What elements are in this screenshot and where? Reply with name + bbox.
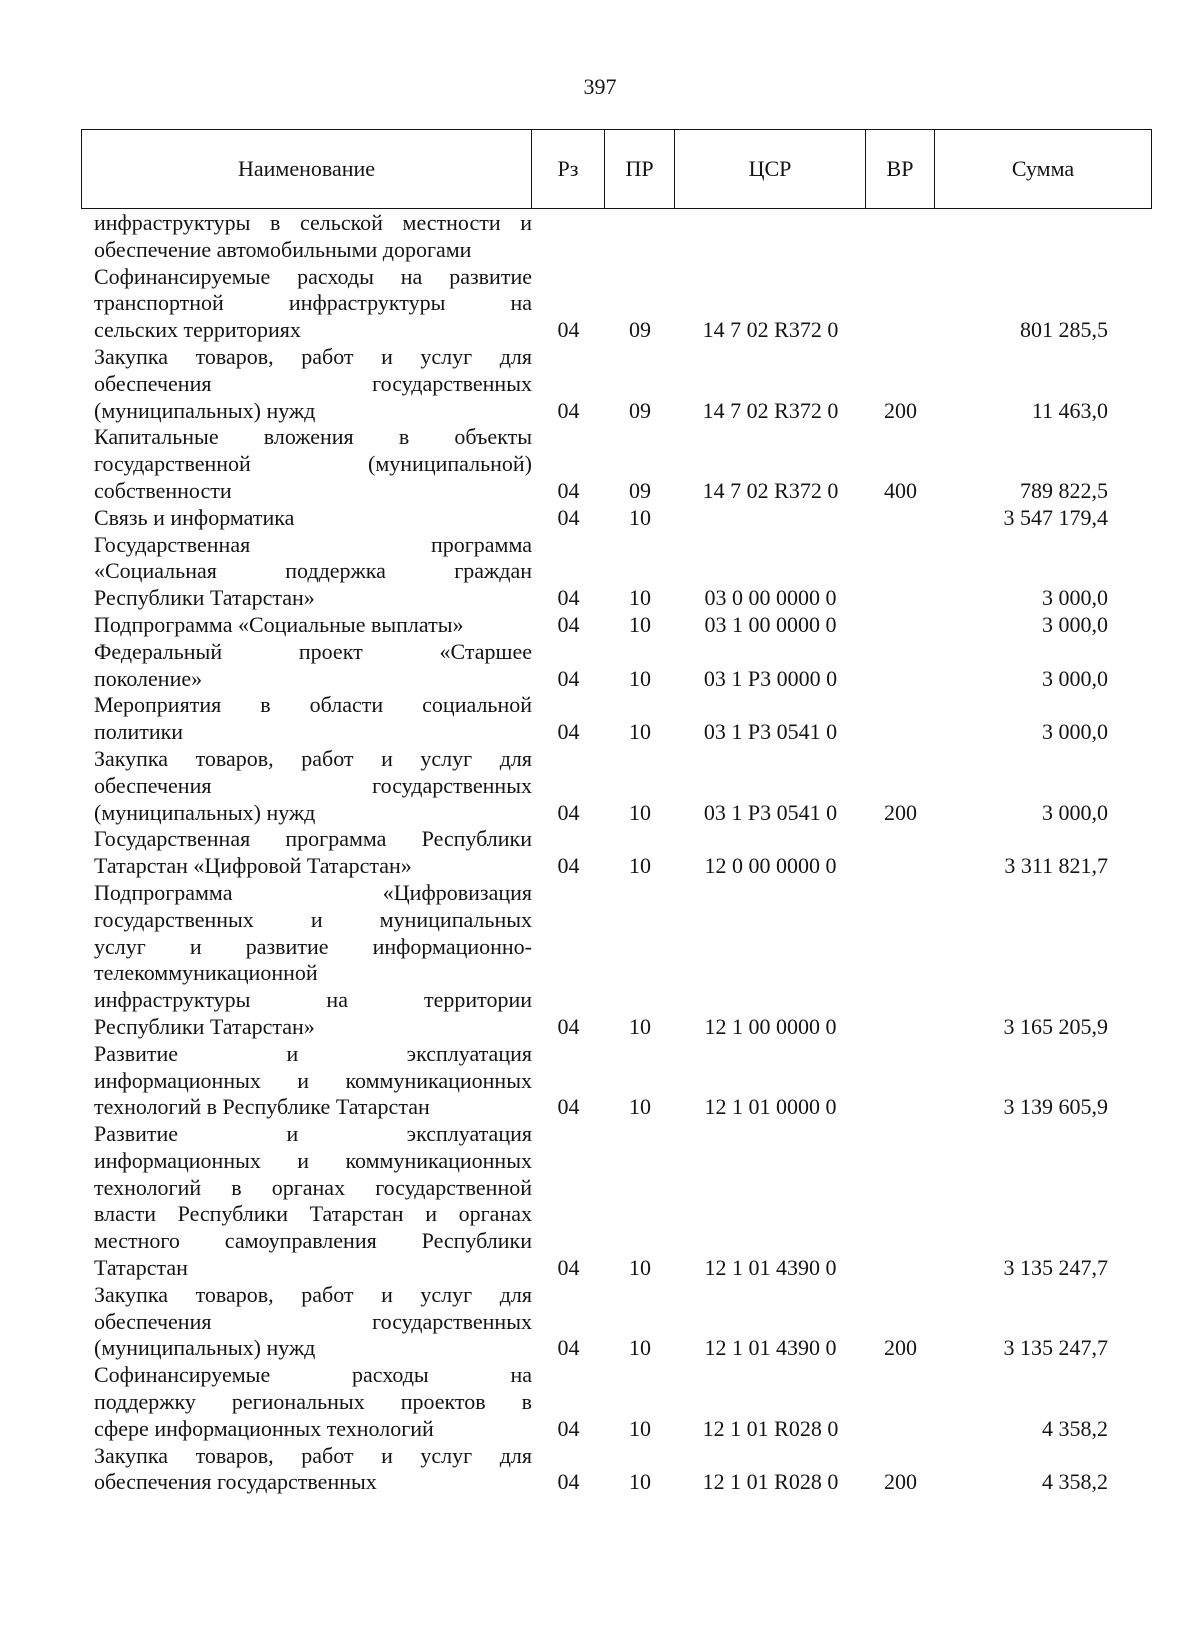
table-row xyxy=(81,1041,1152,1121)
row-rz: 04 xyxy=(557,1094,580,1120)
row-sum: 3 311 821,7 xyxy=(1004,853,1108,879)
row-sum: 3 547 179,4 xyxy=(1003,504,1108,530)
row-sum: 3 000,0 xyxy=(1042,585,1108,611)
row-name-line: Федеральный проект «Старшее xyxy=(94,638,532,664)
row-pr: 09 xyxy=(629,397,651,423)
row-name xyxy=(81,532,532,612)
row-name-line: обеспечения государственных xyxy=(94,1469,377,1495)
row-name xyxy=(81,505,532,532)
header-rz: Рз xyxy=(532,130,605,208)
table-header xyxy=(81,129,1152,209)
row-name-line: Закупка товаров, работ и услуг для xyxy=(94,343,532,369)
row-name-line: телекоммуникационной xyxy=(94,960,318,986)
row-pr: 10 xyxy=(629,1094,651,1120)
row-rz: 04 xyxy=(557,1415,580,1441)
row-sum: 3 000,0 xyxy=(1042,665,1108,691)
row-name xyxy=(81,210,532,264)
row-sum: 3 135 247,7 xyxy=(1003,1335,1108,1361)
table-row xyxy=(81,532,1152,612)
header-name: Наименование xyxy=(82,130,532,208)
row-pr: 10 xyxy=(629,719,651,745)
row-pr: 10 xyxy=(629,1255,651,1281)
row-name-line: услуг и развитие информационно- xyxy=(94,933,532,959)
row-pr: 10 xyxy=(629,853,651,879)
row-name-line: Мероприятия в области социальной xyxy=(94,692,532,718)
row-vr: 200 xyxy=(884,1335,917,1361)
row-name-line: Государственная программа xyxy=(94,531,532,557)
row-name-line: Республики Татарстан» xyxy=(94,585,315,611)
page-number: 397 xyxy=(583,74,617,99)
row-csr: 14 7 02 R372 0 xyxy=(702,397,839,423)
row-name xyxy=(81,264,532,344)
row-name-line: технологий в органах государственной xyxy=(94,1174,532,1200)
table-row xyxy=(81,1362,1152,1442)
row-rz: 04 xyxy=(557,719,580,745)
row-name xyxy=(81,1121,532,1282)
row-name xyxy=(81,692,532,746)
row-name-line: (муниципальных) нужд xyxy=(94,397,316,423)
header-sum: Сумма xyxy=(1011,156,1075,181)
row-name-line: Закупка товаров, работ и услуг для xyxy=(94,1281,532,1307)
row-sum: 4 358,2 xyxy=(1042,1469,1108,1495)
row-name xyxy=(81,639,532,693)
row-rz: 04 xyxy=(557,317,580,343)
row-name-line: собственности xyxy=(94,477,232,503)
table-row xyxy=(81,505,1152,532)
row-rz: 04 xyxy=(557,853,580,879)
row-name-line: «Социальная поддержка граждан xyxy=(94,558,532,584)
table-row xyxy=(81,1282,1152,1362)
row-pr: 09 xyxy=(629,317,651,343)
row-pr: 10 xyxy=(629,799,651,825)
row-name xyxy=(81,424,532,504)
row-csr: 03 1 00 0000 0 xyxy=(704,611,837,637)
row-name xyxy=(81,1282,532,1362)
row-csr: 14 7 02 R372 0 xyxy=(702,317,839,343)
row-csr: 03 1 P3 0541 0 xyxy=(703,719,838,745)
row-name-line: политики xyxy=(94,719,184,745)
row-name-line: инфраструктуры в сельской местности и xyxy=(94,210,532,235)
row-name-line: Софинансируемые расходы на развитие xyxy=(94,263,532,289)
row-sum: 4 358,2 xyxy=(1042,1415,1108,1441)
row-name-line: Татарстан «Цифровой Татарстан» xyxy=(94,853,412,879)
table-row xyxy=(81,880,1152,1041)
row-sum: 3 000,0 xyxy=(1042,611,1108,637)
row-name-line: Закупка товаров, работ и услуг для xyxy=(94,745,532,771)
row-name-line: обеспечения государственных xyxy=(94,1308,532,1334)
row-sum: 3 000,0 xyxy=(1042,719,1108,745)
row-csr: 12 1 00 0000 0 xyxy=(704,1013,837,1039)
row-name-line: Государственная программа Республики xyxy=(94,826,532,852)
row-name-line: обеспечения государственных xyxy=(94,772,532,798)
row-name-line: поддержку региональных проектов в xyxy=(94,1389,532,1415)
row-csr: 12 1 01 R028 0 xyxy=(702,1415,839,1441)
row-rz: 04 xyxy=(557,799,580,825)
row-name xyxy=(81,612,532,639)
row-name-line: сельских территориях xyxy=(94,317,301,343)
row-name-line: государственной (муниципальной) xyxy=(94,451,532,477)
row-name-line: Капитальные вложения в объекты xyxy=(94,424,532,450)
row-name-line: Развитие и эксплуатация xyxy=(94,1040,532,1066)
row-name-line: государственных и муниципальных xyxy=(94,906,532,932)
row-rz: 04 xyxy=(557,504,580,530)
row-name-line: информационных и коммуникационных xyxy=(94,1147,532,1173)
row-pr: 10 xyxy=(629,665,651,691)
row-rz: 04 xyxy=(557,1255,580,1281)
row-name xyxy=(81,880,532,1041)
row-rz: 04 xyxy=(557,397,580,423)
header-pr: ПР xyxy=(605,130,675,208)
row-name-line: транспортной инфраструктуры на xyxy=(94,290,532,316)
row-name-line: информационных и коммуникационных xyxy=(94,1067,532,1093)
row-name xyxy=(81,1041,532,1121)
row-pr: 10 xyxy=(629,1335,651,1361)
row-name-line: Развитие и эксплуатация xyxy=(94,1121,532,1147)
row-sum: 11 463,0 xyxy=(1031,397,1108,423)
row-name-line: Республики Татарстан» xyxy=(94,1013,315,1039)
row-name xyxy=(81,1362,532,1442)
row-name-line: власти Республики Татарстан и органах xyxy=(94,1201,532,1227)
table-row xyxy=(81,1443,1152,1497)
row-vr: 400 xyxy=(884,477,917,503)
row-sum: 789 822,5 xyxy=(1020,477,1108,503)
row-csr: 14 7 02 R372 0 xyxy=(702,477,839,503)
row-sum: 3 000,0 xyxy=(1042,799,1108,825)
row-sum: 3 135 247,7 xyxy=(1003,1255,1108,1281)
row-name-line: поколение» xyxy=(94,665,203,691)
table-row xyxy=(81,424,1152,504)
row-name xyxy=(81,826,532,880)
row-name-line: местного самоуправления Республики xyxy=(94,1228,532,1254)
row-pr: 10 xyxy=(629,585,651,611)
row-name-line: инфраструктуры на территории xyxy=(94,987,532,1013)
row-name-line: обеспечение автомобильными дорогами xyxy=(94,236,472,262)
row-csr: 03 1 P3 0000 0 xyxy=(703,665,838,691)
row-pr: 09 xyxy=(629,477,651,503)
row-name-line: обеспечения государственных xyxy=(94,370,532,396)
row-vr: 200 xyxy=(884,799,917,825)
table-row xyxy=(81,264,1152,344)
row-pr: 10 xyxy=(629,1469,651,1495)
table-row xyxy=(81,826,1152,880)
header-vr: ВР xyxy=(866,130,935,208)
row-name-line: Подпрограмма «Цифровизация xyxy=(94,879,532,905)
table-row xyxy=(81,639,1152,693)
row-name xyxy=(81,746,532,826)
row-csr: 03 0 00 0000 0 xyxy=(704,585,837,611)
row-csr: 03 1 P3 0541 0 xyxy=(703,799,838,825)
table-row xyxy=(81,210,1152,264)
row-pr: 10 xyxy=(629,611,651,637)
row-rz: 04 xyxy=(557,585,580,611)
row-sum: 3 139 605,9 xyxy=(1003,1094,1108,1120)
row-rz: 04 xyxy=(557,477,580,503)
row-name-line: Татарстан xyxy=(94,1255,188,1281)
row-name-line: (муниципальных) нужд xyxy=(94,1335,316,1361)
row-rz: 04 xyxy=(557,1013,580,1039)
row-vr: 200 xyxy=(884,397,917,423)
table-body xyxy=(81,210,1152,1496)
row-name-line: Подпрограмма «Социальные выплаты» xyxy=(94,611,464,637)
row-sum: 801 285,5 xyxy=(1020,317,1108,343)
row-name-line: (муниципальных) нужд xyxy=(94,799,316,825)
table-row xyxy=(81,692,1152,746)
table-row xyxy=(81,746,1152,826)
row-csr: 12 1 01 4390 0 xyxy=(704,1255,837,1281)
row-pr: 10 xyxy=(629,1013,651,1039)
row-vr: 200 xyxy=(884,1469,917,1495)
row-pr: 10 xyxy=(629,504,651,530)
row-name xyxy=(81,344,532,424)
row-name-line: Закупка товаров, работ и услуг для xyxy=(94,1442,532,1468)
row-csr: 12 1 01 R028 0 xyxy=(702,1469,839,1495)
row-name-line: Софинансируемые расходы на xyxy=(94,1362,532,1388)
header-csr: ЦСР xyxy=(675,130,866,208)
row-name-line: сфере информационных технологий xyxy=(94,1415,434,1441)
row-csr: 12 1 01 4390 0 xyxy=(704,1335,837,1361)
row-rz: 04 xyxy=(557,1469,580,1495)
row-name-line: Связь и информатика xyxy=(94,504,295,530)
row-name xyxy=(81,1443,532,1497)
row-rz: 04 xyxy=(557,611,580,637)
table-row xyxy=(81,344,1152,424)
row-sum: 3 165 205,9 xyxy=(1003,1013,1108,1039)
row-rz: 04 xyxy=(557,1335,580,1361)
row-pr: 10 xyxy=(629,1415,651,1441)
table-row xyxy=(81,1121,1152,1282)
row-csr: 12 1 01 0000 0 xyxy=(704,1094,837,1120)
row-name-line: технологий в Республике Татарстан xyxy=(94,1094,430,1120)
table-row xyxy=(81,612,1152,639)
row-csr: 12 0 00 0000 0 xyxy=(704,853,837,879)
row-rz: 04 xyxy=(557,665,580,691)
